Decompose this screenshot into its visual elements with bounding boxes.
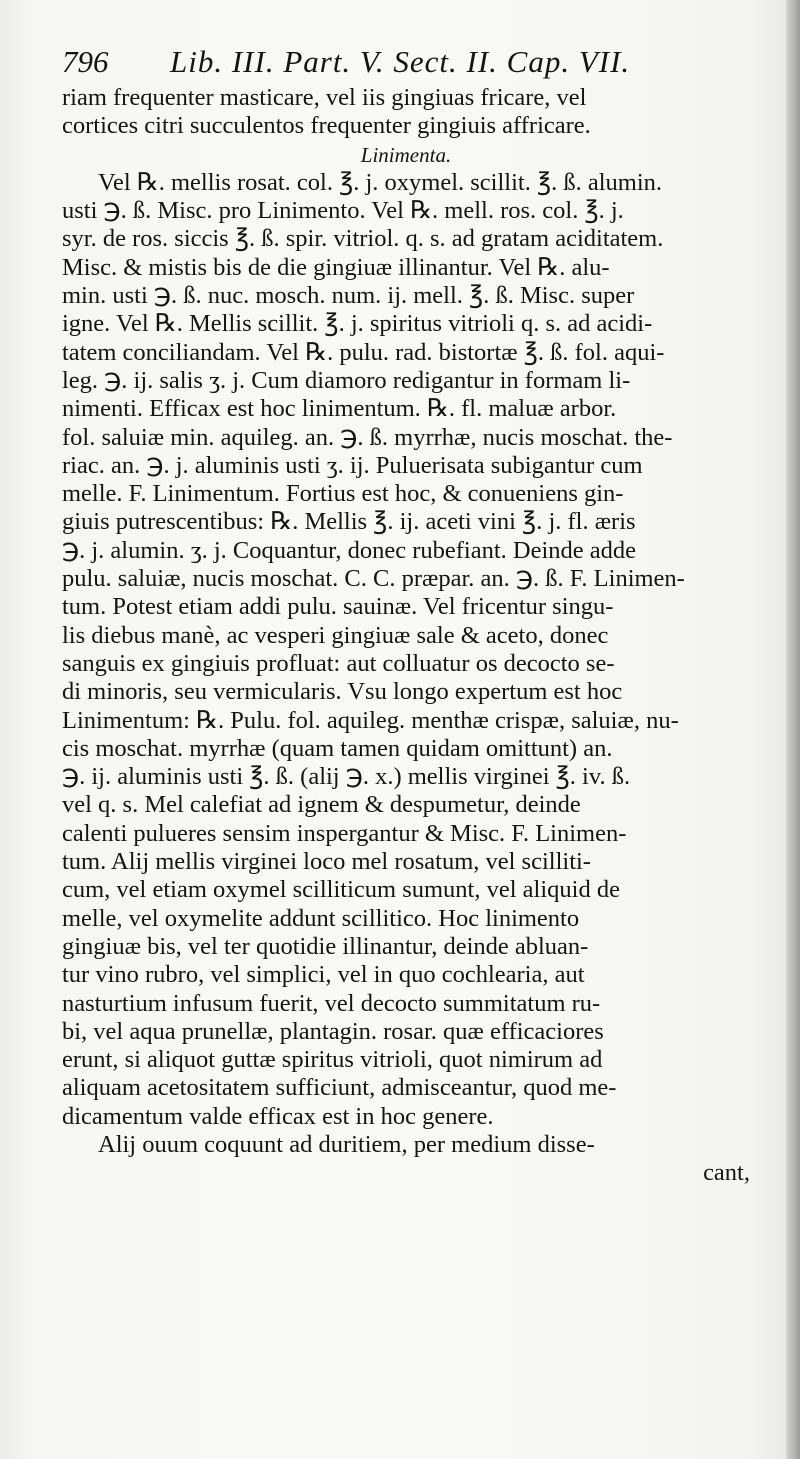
text-line: usti ℈. ß. Misc. pro Linimento. Vel ℞. mell. ros. col. ℥. j. (62, 197, 624, 225)
text-line: vel q. s. Mel calefiat ad ignem & despumetur, deinde (62, 791, 581, 819)
text-line: nimenti. Efficax est hoc linimentum. ℞. fl. maluæ arbor. (62, 395, 617, 423)
text-line: fol. saluiæ min. aquileg. an. ℈. ß. myrrhæ, nucis moschat. the- (62, 423, 673, 451)
text-line: tatem conciliandam. Vel ℞. pulu. rad. bistortæ ℥. ß. fol. aqui- (62, 338, 665, 366)
text-line: di minoris, seu vermicularis. Vsu longo expertum est hoc (62, 678, 623, 706)
text-line: riam frequenter masticare, vel iis gingiuas fricare, vel (62, 84, 587, 111)
text-line: min. usti ℈. ß. nuc. mosch. num. ij. mell. ℥. ß. Misc. super (62, 282, 635, 310)
page-header (62, 40, 742, 88)
text-line: aliquam acetositatem sufficiunt, admisceantur, quod me- (62, 1074, 617, 1102)
text-line: tur vino rubro, vel simplici, vel in quo cochlearia, aut (62, 961, 585, 989)
text-line: riac. an. ℈. j. aluminis usti ʒ. ij. Puluerisata subigantur cum (62, 451, 643, 479)
page-number: 796 (62, 44, 109, 79)
text-line: ℈. j. alumin. ʒ. j. Coquantur, donec rubefiant. Deinde adde (62, 536, 637, 564)
book-spine-shadow (786, 0, 800, 1459)
text-line: melle. F. Linimentum. Fortius est hoc, & conueniens gin- (62, 480, 624, 508)
running-title: Lib. III. Part. V. Sect. II. Cap. VII. (170, 44, 631, 79)
text-line: tum. Potest etiam addi pulu. sauinæ. Vel fricentur singu- (62, 593, 614, 621)
text-line: nasturtium infusum fuerit, vel decocto summitatum ru- (62, 989, 601, 1017)
text-line: tum. Alij mellis virginei loco mel rosatum, vel scilliti- (62, 848, 591, 876)
section-heading: Linimenta. (360, 142, 452, 167)
text-line: bi, vel aqua prunellæ, plantagin. rosar. quæ efficaciores (62, 1017, 604, 1045)
text-line: Alij ouum coquunt ad duritiem, per medium disse- (98, 1130, 595, 1158)
text-line: Vel ℞. mellis rosat. col. ℥. j. oxymel. scillit. ℥. ß. alumin. (98, 168, 663, 196)
text-line: cis moschat. myrrhæ (quam tamen quidam omittunt) an. (62, 734, 613, 762)
text-line: gingiuæ bis, vel ter quotidie illinantur, deinde abluan- (62, 932, 589, 960)
text-line: leg. ℈. ij. salis ʒ. j. Cum diamoro redigantur in formam li- (62, 366, 631, 394)
text-line: Linimentum: ℞. Pulu. fol. aquileg. menthæ crispæ, saluiæ, nu- (62, 706, 679, 734)
text-line: calenti pulueres sensim inspergantur & Misc. F. Linimen- (62, 819, 627, 847)
text-line: melle, vel oxymelite addunt scillitico. Hoc linimento (62, 904, 580, 932)
text-line: sanguis ex gingiuis profluat: aut colluatur os decocto se- (62, 649, 615, 677)
text-line: cortices citri succulentos frequenter gingiuis affricare. (62, 112, 591, 140)
text-line: igne. Vel ℞. Mellis scillit. ℥. j. spiritus vitrioli q. s. ad acidi- (62, 310, 653, 338)
text-line: dicamentum valde efficax est in hoc genere. (62, 1102, 494, 1130)
text-line: pulu. saluiæ, nucis moschat. C. C. præpar. an. ℈. ß. F. Linimen- (62, 565, 685, 593)
text-line: erunt, si aliquot guttæ spiritus vitrioli, quot nimirum ad (62, 1046, 603, 1074)
text-line: cum, vel etiam oxymel scilliticum sumunt, vel aliquid de (62, 876, 620, 904)
body-text (62, 84, 750, 1188)
text-line: Misc. & mistis bis de die gingiuæ illinantur. Vel ℞. alu- (62, 253, 610, 281)
text-line: lis diebus manè, ac vesperi gingiuæ sale & aceto, donec (62, 621, 609, 649)
text-line: syr. de ros. siccis ℥. ß. spir. vitriol. q. s. ad gratam aciditatem. (62, 225, 664, 253)
text-line: ℈. ij. aluminis usti ℥. ß. (alij ℈. x.) mellis virginei ℥. iv. ß. (62, 763, 631, 791)
text-line: giuis putrescentibus: ℞. Mellis ℥. ij. aceti vini ℥. j. fl. æris (62, 508, 636, 536)
catchword: cant, (703, 1159, 750, 1187)
